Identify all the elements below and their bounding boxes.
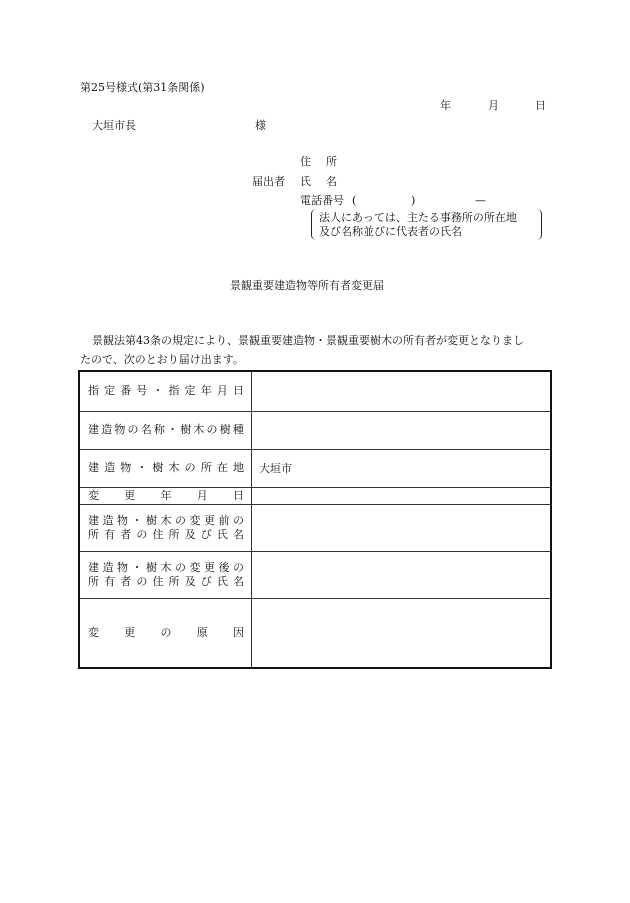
row-label-cell (79, 551, 252, 598)
row-value-cell[interactable] (252, 504, 552, 551)
row-label: 建 造 物 ・ 樹 木 の 変 更 後 の (88, 560, 244, 574)
form-number: 第25号様式(第31条関係) (80, 81, 205, 94)
date-month-label: 月 (488, 99, 499, 112)
name-label: 氏名 (300, 175, 352, 188)
honorific: 様 (255, 119, 266, 132)
body-text-line1: 景観法第43条の規定により、景観重要建造物・景観重要樹木の所有者が変更となりまし (92, 334, 524, 347)
row-value-cell[interactable]: 大垣市 (252, 449, 552, 487)
table-row (79, 487, 551, 504)
row-value-cell[interactable] (252, 371, 552, 411)
table-row (79, 551, 551, 598)
table-row (79, 504, 551, 551)
addressee: 大垣市長 (92, 119, 136, 132)
row-label-cell (79, 598, 252, 668)
row-label-cell (79, 371, 252, 411)
phone-label: 電話番号 (300, 194, 344, 207)
row-label-cell (79, 487, 252, 504)
row-value-cell[interactable] (252, 411, 552, 449)
row-label-cell (79, 449, 252, 487)
row-label: 変 更 の 原 因 (88, 625, 244, 639)
date-year-label: 年 (440, 99, 451, 112)
row-label: 所 有 者 の 住 所 及 び 氏 名 (88, 574, 244, 588)
row-label: 建 造 物 の 名 称 ・ 樹 木 の 樹 種 (88, 423, 244, 436)
table-row (79, 411, 551, 449)
row-label: 建 造 物 ・ 樹 木 の 変 更 前 の (88, 513, 244, 527)
form-table (78, 370, 552, 669)
document-title: 景観重要建造物等所有者変更届 (230, 279, 384, 292)
row-label: 変 更 年 月 日 (88, 488, 244, 502)
row-label-cell (79, 504, 252, 551)
phone-dash: — (475, 194, 486, 207)
table-row (79, 371, 551, 411)
row-label-cell (79, 411, 252, 449)
corp-note-line1: 法人にあっては、主たる事務所の所在地 (319, 211, 517, 224)
table-row (79, 449, 551, 487)
corp-note-line2: 及び名称並びに代表者の氏名 (319, 225, 462, 238)
row-value-cell[interactable] (252, 551, 552, 598)
row-value-cell[interactable] (252, 487, 552, 504)
table-row (79, 598, 551, 668)
row-label: 建 造 物 ・ 樹 木 の 所 在 地 (88, 461, 244, 474)
date-day-label: 日 (535, 99, 546, 112)
row-label: 指 定 番 号 ・ 指 定 年 月 日 (88, 384, 244, 398)
phone-close-paren: ) (411, 194, 416, 207)
body-text-line2: たので、次のとおり届け出ます。 (80, 353, 244, 366)
phone-open-paren: ( (352, 194, 357, 207)
row-value-cell[interactable] (252, 598, 552, 668)
address-label: 住所 (300, 155, 352, 168)
applicant-label: 届出者 (252, 175, 285, 188)
row-label: 所 有 者 の 住 所 及 び 氏 名 (88, 527, 244, 541)
